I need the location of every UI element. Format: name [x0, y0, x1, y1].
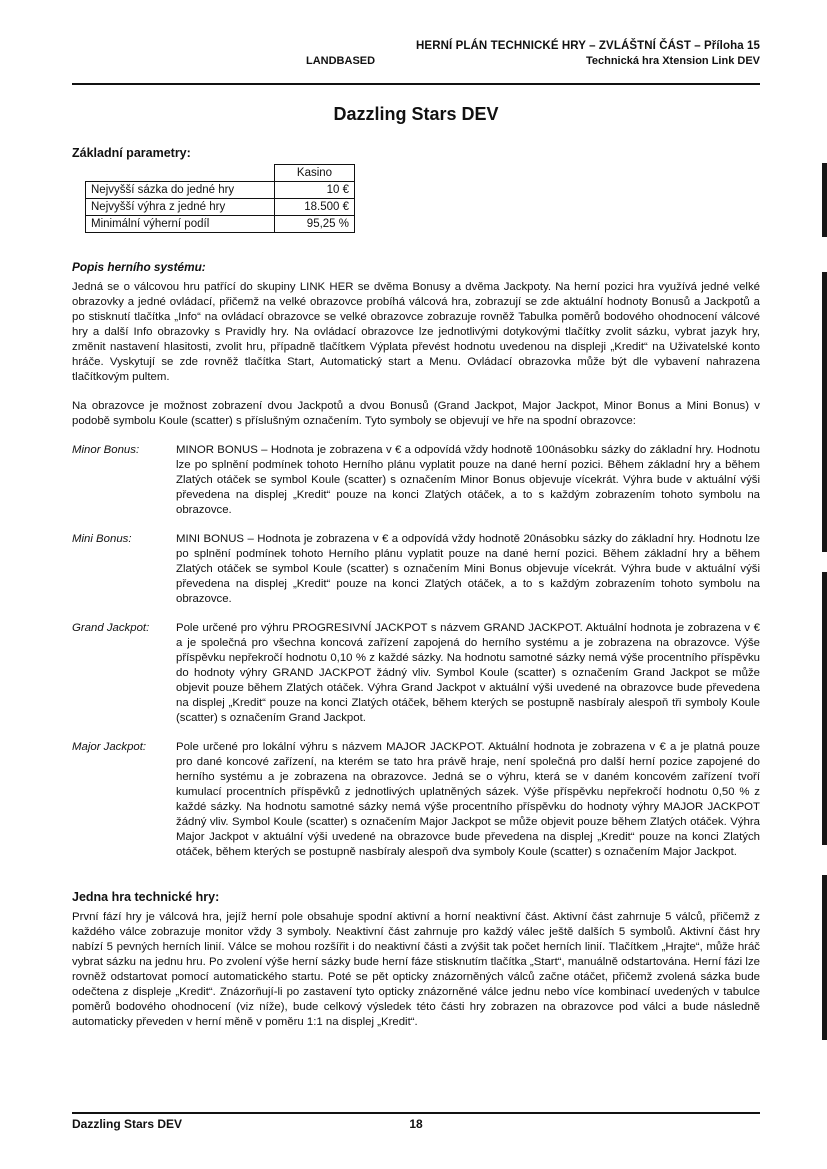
- definition-term: Minor Bonus:: [72, 444, 140, 456]
- param-value: 18.500 €: [275, 199, 355, 216]
- definition-text: Pole určené pro výhru PROGRESIVNÍ JACKPOT s názvem GRAND JACKPOT. Aktuální hodnota je zobrazena v € a je společná pro všechna koncová zařízení zapojená do herního systému a je zobrazena na obrazovce. Výše příspěvku nepřekročí hodnotu 0,10 % z každé sázky. Na hodnotu samotné sázky nemá výše procentního příspěvku do hodnoty výhry GRAND JACKPOT žádný vliv. Symbol Koule (scatter) s označením Grand Jackpot se může objevit pouze během Zlatých otáček. Výhra Grand Jackpot v aktuální výši uvedené na obrazovce bude převedena na displej „Kredit“ pouze na konci Zlatých otáček, během kterých se postupně nasbíraly alespoň tři symboly Koule (scatter) s označením Grand Jackpot.: [176, 622, 760, 724]
- footer-document-name: Dazzling Stars DEV: [72, 1117, 183, 1131]
- table-row: [86, 182, 355, 199]
- header-divider: [72, 83, 760, 85]
- single-game-heading: Jedna hra technické hry:: [72, 890, 220, 904]
- document-title: Dazzling Stars DEV: [333, 104, 499, 124]
- system-description-heading: Popis herního systému:: [72, 260, 206, 274]
- param-label: Nejvyšší sázka do jedné hry: [86, 182, 275, 199]
- header-title: HERNÍ PLÁN TECHNICKÉ HRY – ZVLÁŠTNÍ ČÁST – Příloha 15: [416, 40, 760, 52]
- single-game-paragraph: První fází hry je válcová hra, jejíž herní pole obsahuje spodní aktivní a horní neaktivní část. Aktivní část zahrnuje 5 válců, přičemž z každého válce zobrazuje monitor vždy 3 symboly. Neaktivní část zahrnuje pro každý válec ještě dalších 5 symbolů. Aktivní část hry nabízí 5 pevných herních linií. Válce se mohou rozšířit i do neaktivní části a zvýšit tak počet herních linií. Tlačítkem „Hrajte“, může hráč vybrat sázku na jednu hru. Po zvolení výše herní sázky bude herní fáze stisknutím tlačítka „Start“, manuálně odstartována. Herní fázi lze rovněž odstartovat pomocí automatického startu. Poté se pět opticky znázorněných válců začne otáčet, přičemž zvolená sázka bude odečtena z displeje „Kredit“. Znázorňují-li po zastavení tyto opticky znázorněné válce jednu nebo více kombinací uvedených v tabulce poměrů bodového ohodnocení (viz níže), bude celkový výsledek této části hry zobrazen na obrazovce pod válci a bude následně automaticky převeden v herní měně v poměru 1:1 na displej „Kredit“.: [72, 911, 760, 1028]
- page-header: [72, 40, 760, 85]
- param-value: 10 €: [275, 182, 355, 199]
- scan-artifact: [822, 163, 827, 237]
- param-value: 95,25 %: [275, 216, 355, 233]
- table-row: [86, 199, 355, 216]
- definition-mini-bonus: [72, 532, 760, 607]
- definition-text: MINI BONUS – Hodnota je zobrazena v € a odpovídá vždy hodnotě 20násobku sázky do základní hry. Hodnotu lze po splnění podmínek tohoto Herního plánu vyplatit pouze na dané herní pozici. Během základní hry a během Zlatých otáček se symbol Koule (scatter) s označením Mini Bonus objevuje vícekrát. Výhra bude v aktuální výši převedena na displej „Kredit“ pouze na konci Zlatých otáček, a to s každým zobrazením tohoto symbolu na obrazovce.: [176, 533, 760, 605]
- basic-parameters-heading: Základní parametry:: [72, 146, 191, 160]
- table-empty-cell: [86, 165, 275, 182]
- param-label: Nejvyšší výhra z jedné hry: [86, 199, 275, 216]
- footer-divider: [72, 1112, 760, 1114]
- definition-text: MINOR BONUS – Hodnota je zobrazena v € a odpovídá vždy hodnotě 100násobku sázky do základní hry. Hodnotu lze po splnění podmínek tohoto Herního plánu vyplatit pouze na dané herní pozici. Během základní hry a během Zlatých otáček se symbol Koule (scatter) s označením Minor Bonus objevuje vícekrát. Výhra bude v aktuální výši převedena na displej „Kredit“ pouze na konci Zlatých otáček, a to s každým zobrazením tohoto symbolu na obrazovce.: [176, 444, 760, 516]
- page-footer: [72, 1112, 760, 1131]
- table-row: [86, 216, 355, 233]
- table-column-header: Kasino: [275, 165, 355, 182]
- header-landbased-label: LANDBASED: [306, 55, 376, 67]
- scan-artifact: [822, 572, 827, 845]
- definition-term: Grand Jackpot:: [72, 622, 150, 634]
- scan-artifact: [822, 875, 827, 1040]
- scan-artifact: [822, 272, 827, 552]
- system-description-paragraph-2: Na obrazovce je možnost zobrazení dvou Jackpotů a dvou Bonusů (Grand Jackpot, Major Jackpot, Minor Bonus a Mini Bonus) v podobě symbolu Koule (scatter) s příslušným označením. Tyto symboly se objevují ve hře na spodní obrazovce:: [72, 400, 760, 427]
- header-subtitle-row: [72, 55, 760, 67]
- definition-term: Mini Bonus:: [72, 533, 132, 545]
- definition-major-jackpot: [72, 740, 760, 860]
- page-number: 18: [409, 1117, 423, 1131]
- definition-term: Major Jackpot:: [72, 741, 147, 753]
- parameters-table: [85, 164, 355, 233]
- header-game-name: Technická hra Xtension Link DEV: [585, 55, 760, 67]
- definition-minor-bonus: [72, 443, 760, 518]
- table-header-row: [86, 165, 355, 182]
- definition-grand-jackpot: [72, 621, 760, 726]
- system-description-paragraph-1: Jedná se o válcovou hru patřící do skupiny LINK HER se dvěma Bonusy a dvěma Jackpoty. Na herní pozici hra využívá jedné velké obrazovky a jedné ovládací, přičemž na velké obrazovce probíhá válcová hra, zobrazují se zde aktuální hodnoty Bonusů a Jackpotů a po stisknutí tlačítka „Info“ na ovládací obrazovce se velké obrazovce zobrazuje rovněž Tabulka poměrů bodového ohodnocení válcové hry a další Info obrazovky s Pravidly hry. Na ovládací obrazovce lze jednotlivými dotykovými tlačítky zvolit sázku, vybrat jazyk hry, změnit nastavení hlasitosti, zvolit hru, případně tlačítkem Výplata převést hodnotu uvedenou na displeji „Kredit“ na Uživatelské konto hráče. Vyskytují se zde rovněž tlačítka Start, Automatický start a Menu. Ovládací obrazovka může být dle vybavení nahrazena tlačítkovým pultem.: [72, 281, 760, 383]
- page-content: [72, 40, 760, 1030]
- footer-row: [72, 1117, 760, 1131]
- definition-text: Pole určené pro lokální výhru s názvem MAJOR JACKPOT. Aktuální hodnota je zobrazena v € a je platná pouze pro dané koncové zařízení, na kterém se tato hra právě hraje, není společná pro další herní pozice zapojené do herního systému a je zobrazena na obrazovce. Jedná se o výhru, která se v daném koncovém zařízení tvoří kumulací procentních příspěvků z jednotlivých uplatněných sázek. Výše příspěvku nepřekročí hodnotu 0,50 % z každé sázky. Na hodnotu samotné sázky nemá výše procentního příspěvku do hodnoty výhry MAJOR JACKPOT žádný vliv. Symbol Koule (scatter) s označením Major Jackpot se může objevit pouze během Zlatých otáček. Výhra Major Jackpot v aktuální výši uvedené na obrazovce bude převedena na displej „Kredit“ pouze na konci Zlatých otáček, během kterých se postupně nasbíraly alespoň dva symboly Koule (scatter) s označením Major Jackpot.: [176, 741, 760, 858]
- param-label: Minimální výherní podíl: [86, 216, 275, 233]
